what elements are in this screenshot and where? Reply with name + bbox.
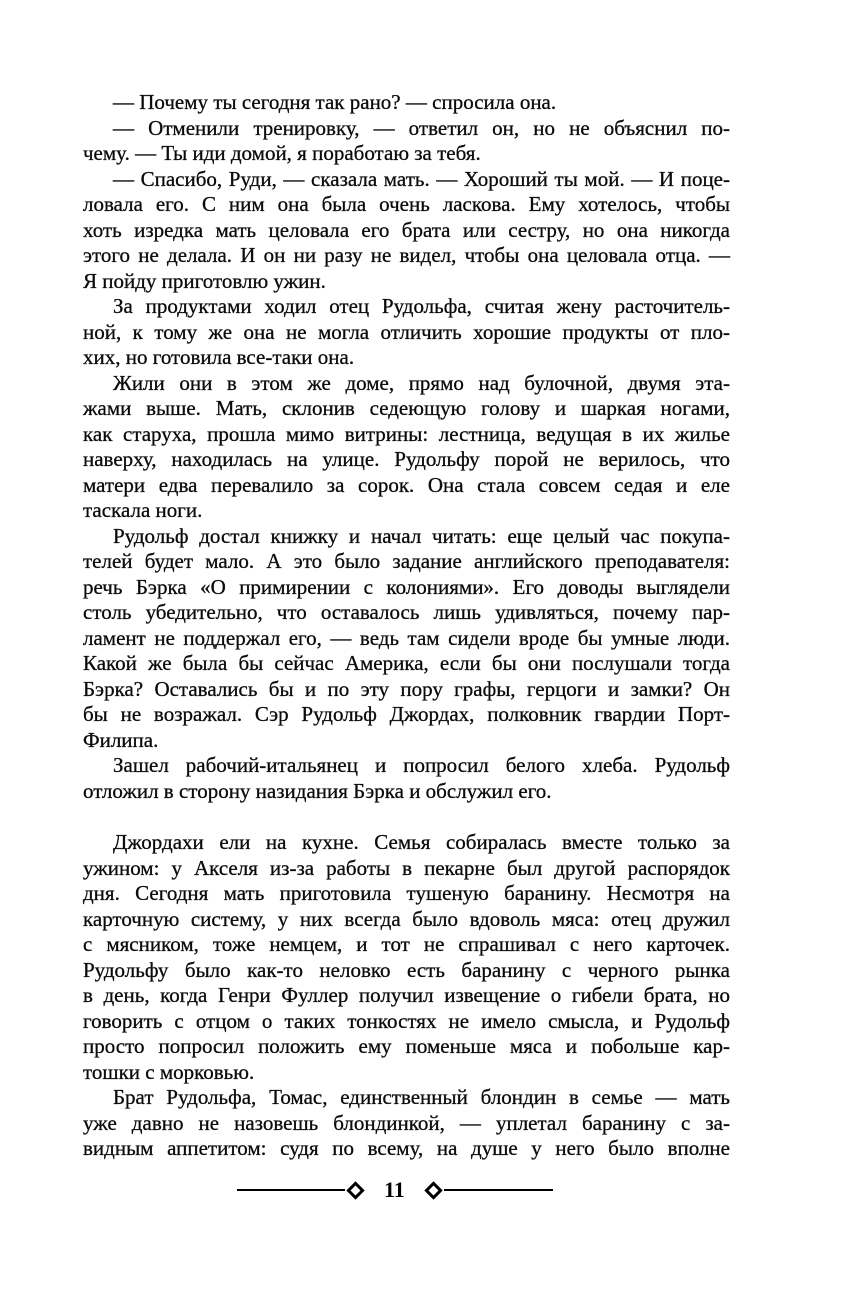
text-line: дня. Сегодня мать приготовила тушеную баранину. Несмотря на	[83, 881, 730, 905]
text-line: ной, к тому же она не могла отличить хорошие продукты от пло-	[83, 319, 730, 344]
text-line: — Почему ты сегодня так рано? — спросила она.	[113, 90, 557, 114]
text-line: говорить с отцом о таких тонкостях не имело смысла, и Рудольф	[83, 1008, 730, 1033]
text-line: ужином: у Акселя из-за работы в пекарне был другой распорядок	[83, 855, 730, 880]
text-line: видным аппетитом: судя по всему, на душе у него было вполне	[83, 1136, 730, 1160]
text-line: просто попросил положить ему поменьше мяса и побольше кар-	[83, 1034, 730, 1058]
paragraph	[83, 830, 730, 1085]
text-line: таскала ноги.	[83, 498, 203, 522]
diamond-ornament-left-icon	[346, 1181, 364, 1199]
diamond-ornament-right-icon	[424, 1181, 442, 1199]
text-line: Филипа.	[83, 727, 159, 752]
text-line: хих, но готовила все-таки она.	[83, 345, 355, 369]
text-line: телей будет мало. А это было задание английского преподавателя:	[83, 549, 730, 573]
text-line: ламент не поддержал его, — ведь там сидели вроде бы умные люди.	[83, 625, 730, 650]
text-line: Джордахи ели на кухне. Семья собиралась вместе только за	[113, 830, 730, 854]
text-line: наверху, находилась на улице. Рудольфу порой не верилось, что	[83, 447, 730, 471]
text-column	[83, 90, 730, 1162]
text-line: чему. — Ты иди домой, я поработаю за тебя.	[83, 141, 481, 165]
text-line: ловала его. С ним она была очень ласкова. Ему хотелось, чтобы	[83, 192, 730, 216]
text-line: матери едва перевалило за сорок. Она стала совсем седая и еле	[83, 472, 730, 497]
footer-rule-right	[444, 1189, 553, 1191]
text-line: бы не возражал. Сэр Рудольф Джордах, полковник гвардии Порт-	[83, 702, 730, 726]
paragraph	[83, 753, 730, 804]
text-line: хоть изредка мать целовала его брата или сестру, но она никогда	[83, 217, 730, 242]
page-number: 11	[384, 1177, 405, 1202]
text-line: карточную систему, у них всегда было вдоволь мяса: отец дружил	[83, 906, 730, 931]
text-line: с мясником, тоже немцем, и тот не спрашивал с него карточек.	[83, 932, 730, 956]
paragraph	[83, 116, 730, 167]
text-line: уже давно не назовешь блондинкой, — уплетал баранину с за-	[83, 1110, 730, 1135]
text-line: тошки с морковью.	[83, 1059, 255, 1084]
paragraph	[83, 371, 730, 524]
text-line: Рудольф достал книжку и начал читать: еще целый час покупа-	[113, 523, 730, 548]
text-line: жами выше. Мать, склонив седеющую голову и шаркая ногами,	[83, 396, 730, 420]
text-line: в день, когда Генри Фуллер получил извещение о гибели брата, но	[83, 983, 730, 1007]
paragraph	[83, 1085, 730, 1162]
text-line: Какой же была бы сейчас Америка, если бы они послушали тогда	[83, 651, 730, 675]
paragraph	[83, 90, 730, 116]
text-line: — Отменили тренировку, — ответил он, но не объяснил по-	[113, 115, 730, 140]
text-line: — Спасибо, Руди, — сказала мать. — Хороший ты мой. — И поце-	[113, 166, 730, 191]
text-line: Брат Рудольфа, Томас, единственный блондин в семье — мать	[113, 1085, 730, 1109]
page-footer	[237, 1177, 553, 1202]
text-line: Бэрка? Оставались бы и по эту пору графы, герцоги и замки? Он	[83, 676, 730, 701]
text-line: Я пойду приготовлю ужин.	[83, 268, 326, 293]
text-line: отложил в сторону назидания Бэрка и обслужил его.	[83, 778, 552, 803]
text-line: этого не делала. И он ни разу не видел, чтобы она целовала отца. —	[83, 243, 730, 267]
text-line: За продуктами ходил отец Рудольфа, считая жену расточитель-	[113, 294, 730, 318]
footer-rule-left	[237, 1189, 345, 1191]
paragraph	[83, 294, 730, 371]
text-line: Рудольфу было как-то неловко есть баранину с черного рынка	[83, 957, 730, 982]
text-line: речь Бэрка «О примирении с колониями». Его доводы выглядели	[83, 574, 730, 599]
text-line: как старуха, прошла мимо витрины: лестница, ведущая в их жилье	[83, 421, 730, 446]
text-line: столь убедительно, что оставалось лишь удивляться, почему пар-	[83, 600, 730, 624]
text-line: Зашел рабочий-итальянец и попросил белого хлеба. Рудольф	[113, 753, 730, 777]
paragraph	[83, 167, 730, 295]
text-line: Жили они в этом же доме, прямо над булочной, двумя эта-	[113, 370, 730, 395]
paragraph	[83, 524, 730, 754]
